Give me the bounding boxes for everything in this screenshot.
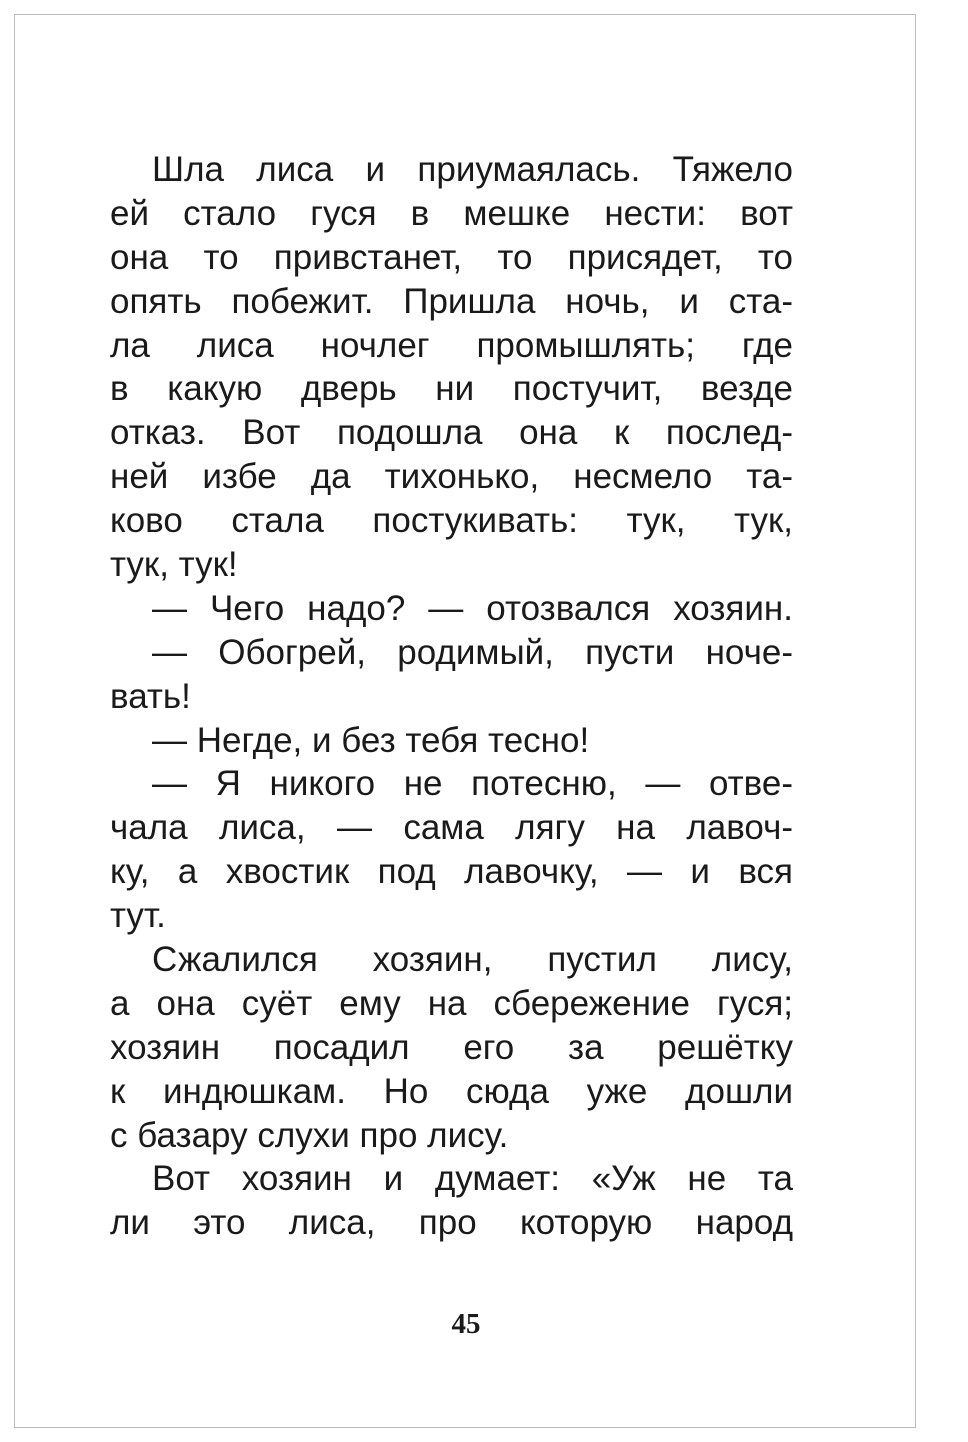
text-line: чала лиса, — сама лягу на лавоч- — [110, 808, 793, 848]
page-number: 45 — [451, 1308, 481, 1340]
text-line: ково стала постукивать: тук, тук, — [110, 501, 793, 541]
text-line: с базару слухи про лису. — [110, 1115, 509, 1155]
text-line: — Чего надо? — отозвался хозяин. — [152, 588, 793, 628]
text-line: к индюшкам. Но сюда уже дошли — [110, 1071, 793, 1111]
text-line: Вот хозяин и думает: «Уж не та — [152, 1159, 793, 1199]
text-line: отказ. Вот подошла она к послед- — [110, 413, 793, 453]
text-line: опять побежит. Пришла ночь, и ста- — [110, 281, 793, 321]
text-line: ла лиса ночлег промышлять; где — [110, 325, 793, 365]
text-line: — Обогрей, родимый, пусти ноче- — [152, 632, 793, 672]
text-line: — Я никого не потесню, — отве- — [152, 764, 793, 804]
text-line: — Негде, и без тебя тесно! — [152, 720, 590, 760]
text-line: ли это лиса, про которую народ — [110, 1203, 793, 1243]
book-page — [14, 14, 916, 1428]
body-text — [110, 148, 793, 1245]
text-line: хозяин посадил его за решётку — [110, 1027, 793, 1067]
text-line: а она суёт ему на сбережение гуся; — [110, 983, 793, 1023]
text-line: она то привстанет, то присядет, то — [110, 237, 793, 277]
text-line: ей стало гуся в мешке нести: вот — [110, 193, 793, 233]
text-line: Шла лиса и приумаялась. Тяжело — [152, 150, 793, 189]
text-line: Сжалился хозяин, пустил лису, — [152, 940, 793, 980]
text-line: вать! — [110, 676, 191, 716]
text-line: в какую дверь ни постучит, везде — [110, 369, 793, 409]
text-line: тут. — [110, 896, 166, 936]
text-line: ней избе да тихонько, несмело та- — [110, 457, 793, 497]
text-line: тук, тук! — [110, 545, 238, 585]
text-line: ку, а хвостик под лавочку, — и вся — [110, 852, 793, 892]
